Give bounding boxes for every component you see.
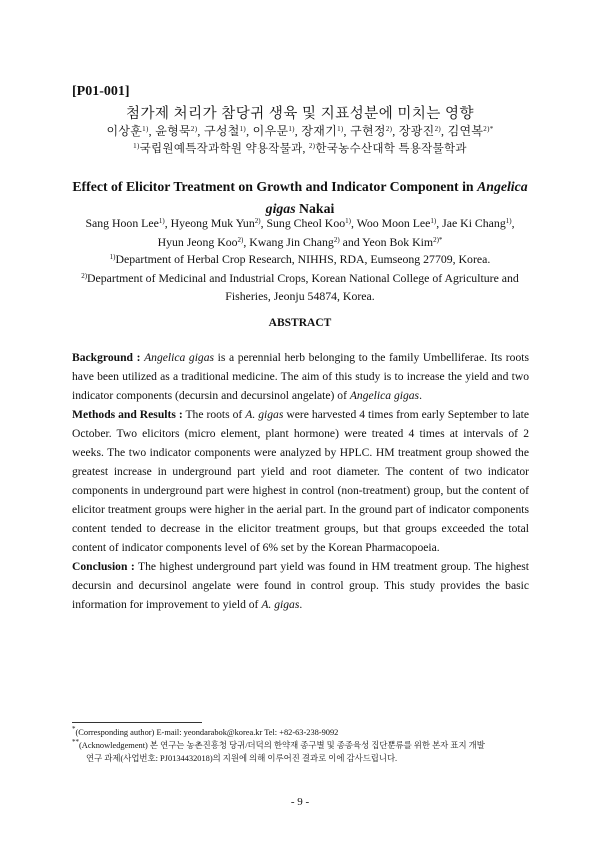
section-text: The roots of: [185, 408, 243, 421]
presentation-code: [P01-001]: [72, 84, 130, 99]
abstract-body: [72, 348, 529, 614]
footnote-mark: *: [72, 725, 76, 733]
footnote-mark: **: [72, 738, 79, 746]
affil-mark: 2): [308, 142, 316, 150]
author-affil-mark: 2): [190, 125, 198, 133]
author-name: 구현정: [350, 124, 386, 138]
section-text: The highest underground part yield was found in HM treatment group. The highest decursin and decursinol angelate were found in control group. This study provides the basic information for improvement to yield of: [72, 560, 529, 611]
english-authors: Sang Hoon Lee$^{1)}$, Hyeong Muk Yun$^{2)}$, Sung Cheol Koo$^{1)}$, Woo Moon Lee$^{1)}$, Jae Ki Chang$^{1)}$, Hyun Jeong Koo$^{2)}$, Kwang Jin Chang$^{2)}$ and Yeon Bok Kim$^{2)*}$: [85, 216, 515, 249]
author-name: Jae Ki Chang: [442, 216, 506, 230]
author-affil-mark: 1): [430, 217, 437, 225]
species-name: A. gigas: [245, 408, 284, 421]
author-name: Kwang Jin Chang: [249, 235, 334, 249]
author-name: Sung Cheol Koo: [266, 216, 346, 230]
footnote-acknowledgement-cont: 연구 과제(사업번호: PJ0134432018)의 지원에 의해 이루어진 결과로 이에 감사드립니다.: [86, 754, 398, 763]
author-name: Hyun Jeong Koo: [157, 235, 238, 249]
species-name: Angelica gigas: [144, 351, 215, 364]
page-number: - 9 -: [290, 796, 310, 808]
affil-mark: 1): [109, 253, 116, 261]
korean-affiliations: [0, 140, 600, 156]
author-affil-mark: 1): [345, 217, 351, 225]
author-name: 윤형묵: [155, 124, 191, 138]
species-name: A. gigas: [261, 598, 300, 611]
author-conjunction: and: [342, 235, 360, 249]
affil-mark: 2): [81, 271, 88, 280]
english-affiliations: [72, 250, 528, 306]
abstract-conclusion: [72, 557, 529, 614]
author-affil-mark: 1): [239, 125, 247, 133]
affiliation-1: 국립원예특작과학원 약용작물과,: [139, 143, 306, 155]
section-label: Conclusion :: [72, 560, 135, 573]
author-affil-mark: 2): [333, 236, 340, 244]
abstract-heading: ABSTRACT: [268, 317, 332, 329]
author-affil-mark: 2): [385, 125, 393, 133]
section-text: were harvested 4 times from early September to late October. Two elicitors (micro element, plant hormone) were treated 4 times at intervals of 2 weeks. The two indicator components were analyzed by HPLC. HM treatment group showed the greatest increase in underground part yield and root diameter. The content of two indicator components in underground part were highest in control (non-treatment) group, but the content of elicitor treatment groups were higher in the aerial part. In the ground part of indicator components content tended to decrease in the elicitor treatment groups, but that groups exceeded the total content of indicator components level of 6% set by the Korean Pharmacopoeia.: [72, 408, 529, 554]
author-name: Hyeong Muk Yun: [170, 216, 255, 230]
affiliation-2: 한국농수산대학 특용작물학과: [315, 143, 467, 155]
author-affil-mark: 2)*: [483, 125, 494, 133]
author-affil-mark: 2): [254, 217, 261, 225]
species-name: Angelica gigas: [349, 389, 420, 402]
author-name: Yeon Bok Kim: [362, 235, 434, 249]
author-name: 장광진: [398, 124, 435, 138]
footnote-text: (Corresponding author) E-mail: yeondarabok@korea.kr Tel: +82-63-238-9092: [75, 728, 339, 737]
author-name: 김연복: [447, 124, 484, 138]
abstract-background: [72, 348, 529, 405]
abstract-methods: [72, 405, 529, 557]
korean-authors: 이상훈$^{1)}$, 윤형묵$^{2)}$, 구성철$^{1)}$, 이우문$^{1)}$, 장재기$^{1)}$, 구현정$^{2)}$, 장광진$^{2)}$, 김연복$^{2)*}$: [106, 124, 494, 138]
author-affil-mark: 1): [288, 125, 295, 133]
footnotes: [72, 726, 532, 765]
author-name: Sang Hoon Lee: [85, 216, 159, 230]
section-text: is a perennial herb belonging to the family Umbelliferae. Its roots have been utilized as a traditional medicine. The aim of this study is to increase the yield and two indicator components (decursin and decursinol angelate) of: [72, 351, 529, 402]
punctuation: .: [419, 389, 422, 402]
title-species: Angelica gigas: [265, 179, 528, 216]
author-affil-mark: 2): [237, 236, 244, 244]
author-affil-mark: 1): [142, 125, 149, 133]
author-name: Woo Moon Lee: [356, 216, 431, 230]
affiliation-text: Department of Herbal Crop Research, NIHHS, RDA, Eumseong 27709, Korea.: [115, 252, 491, 266]
author-affil-mark: 2)*: [433, 236, 443, 244]
author-name: 장재기: [301, 124, 338, 138]
section-label: Methods and Results :: [72, 408, 183, 421]
author-affil-mark: 2): [434, 125, 441, 133]
punctuation: .: [299, 598, 303, 611]
footnote-acknowledgement: [72, 739, 532, 752]
affiliation-text: Department of Medicinal and Industrial Crops, Korean National College of Agriculture and Fisheries, Jeonju 54874, Korea.: [87, 270, 519, 303]
affil-mark: 1): [133, 142, 140, 150]
korean-title: 첨가제 처리가 참당귀 생육 및 지표성분에 미치는 영향: [125, 106, 475, 122]
footnote-divider: [72, 722, 202, 723]
author-affil-mark: 1): [505, 217, 512, 225]
affiliation-1: [72, 250, 528, 269]
title-text: Effect of Elicitor Treatment on Growth and Indicator Component in: [72, 179, 474, 194]
author-name: 구성철: [203, 124, 240, 138]
author-affil-mark: 1): [158, 217, 165, 225]
author-affil-mark: 1): [337, 125, 344, 133]
footnote-corresponding: [72, 726, 532, 739]
author-name: 이상훈: [106, 124, 143, 138]
title-text-end: Nakai: [299, 201, 335, 216]
footnote-text: (Acknowledgement) 본 연구는 농촌진흥청 당귀/더덕의 한약재 종구별 및 종종육성 집단뿐류를 위한 본자 표지 개발: [79, 741, 485, 750]
author-name: 이우문: [252, 124, 289, 138]
affiliation-2: [72, 269, 528, 306]
section-label: Background :: [72, 351, 141, 364]
